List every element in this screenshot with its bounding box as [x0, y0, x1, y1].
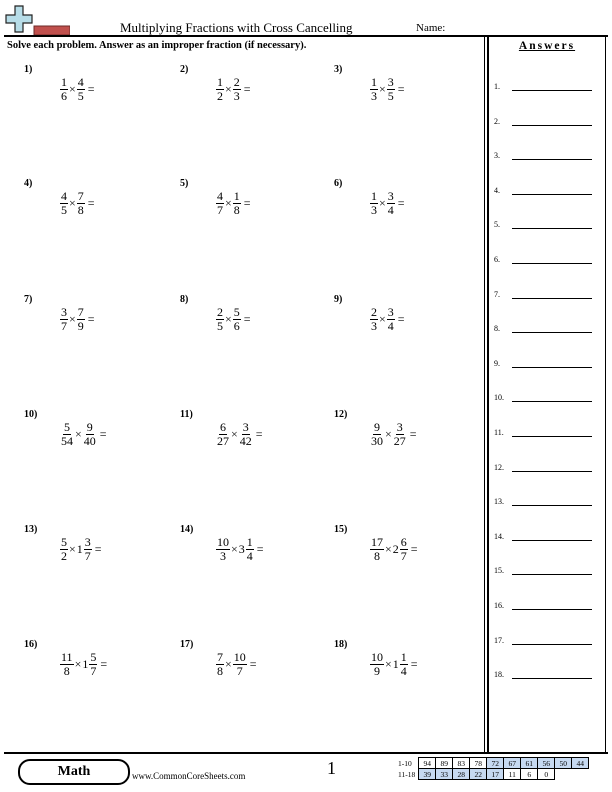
score-cell: 89 [436, 758, 453, 769]
answer-number: 7. [494, 289, 500, 299]
score-cell: 22 [470, 769, 487, 780]
score-table [396, 757, 589, 780]
denominator: 9 [374, 664, 380, 678]
answer-number: 13. [494, 497, 504, 507]
problem-number: 11) [180, 409, 193, 420]
answer-divider [484, 37, 485, 752]
equals-sign: = [255, 427, 263, 441]
whole-number: 1 [82, 657, 89, 671]
numerator: 2 [217, 305, 223, 319]
fraction [216, 421, 230, 448]
equals-sign: = [249, 657, 257, 671]
equals-sign: = [100, 657, 108, 671]
fraction [60, 651, 74, 678]
denominator: 4 [246, 549, 253, 563]
equals-sign: = [256, 542, 264, 556]
equals-sign: = [94, 542, 102, 556]
numerator: 10 [371, 650, 383, 664]
numerator: 3 [242, 420, 249, 434]
fraction [216, 190, 224, 217]
problem-number: 1) [24, 64, 33, 75]
answer-row-13 [494, 495, 592, 506]
fraction [400, 536, 408, 563]
problem-expression [60, 536, 102, 563]
fraction [216, 306, 224, 333]
denominator: 40 [83, 434, 96, 448]
equals-sign: = [99, 427, 107, 441]
problem-number: 2) [180, 64, 189, 75]
fraction [216, 651, 224, 678]
denominator: 7 [236, 664, 243, 678]
answer-row-18 [494, 668, 592, 679]
problem-number: 10) [24, 409, 38, 420]
worksheet-logo [4, 4, 70, 36]
fraction [233, 651, 247, 678]
equals-sign: = [397, 196, 405, 210]
problem-number: 6) [334, 178, 343, 189]
times-sign: × [385, 542, 392, 556]
numerator: 4 [61, 189, 67, 203]
denominator: 3 [371, 319, 377, 333]
denominator: 8 [77, 203, 84, 217]
numerator: 17 [371, 535, 383, 549]
numerator: 5 [64, 420, 70, 434]
score-cell: 61 [521, 758, 538, 769]
problem-number: 7) [24, 294, 33, 305]
problem-expression [60, 306, 95, 333]
fraction [77, 190, 85, 217]
answer-number: 1. [494, 82, 500, 91]
denominator: 4 [400, 664, 407, 678]
times-sign: × [69, 196, 76, 210]
answer-number: 2. [494, 116, 500, 126]
equals-sign: = [243, 196, 251, 210]
header-rule [4, 35, 608, 37]
numerator: 3 [387, 305, 394, 319]
numerator: 10 [217, 535, 229, 549]
numerator: 1 [371, 75, 377, 89]
answer-blank[interactable] [512, 80, 592, 91]
problem-number: 9) [334, 294, 343, 305]
fraction [60, 306, 68, 333]
fraction [233, 76, 241, 103]
answers-heading: Answers [518, 40, 576, 52]
times-sign: × [231, 542, 238, 556]
problem-expression [370, 306, 405, 333]
fraction [216, 76, 224, 103]
denominator: 27 [217, 434, 229, 448]
answer-number: 4. [494, 185, 500, 195]
answer-row-8 [494, 322, 592, 333]
equals-sign: = [397, 312, 405, 326]
fraction [239, 421, 253, 448]
answer-row-9 [494, 357, 592, 368]
fraction [246, 536, 254, 563]
problem-expression [216, 190, 251, 217]
answer-number: 6. [494, 255, 500, 264]
problem-expression [370, 421, 417, 448]
denominator: 7 [400, 549, 407, 563]
times-sign: × [385, 657, 392, 671]
fraction [216, 536, 230, 563]
fraction [400, 651, 408, 678]
problem-expression [216, 306, 251, 333]
right-border [605, 37, 606, 752]
fraction [370, 651, 384, 678]
problem-expression [370, 190, 405, 217]
numerator: 11 [61, 650, 73, 664]
problem-number: 5) [180, 178, 189, 189]
score-cell: 78 [470, 758, 487, 769]
numerator: 5 [233, 305, 240, 319]
numerator: 5 [90, 650, 97, 664]
score-cell: 33 [436, 769, 453, 780]
times-sign: × [74, 657, 82, 671]
score-row-label: 11-18 [398, 769, 416, 779]
denominator: 3 [220, 549, 226, 563]
numerator: 1 [371, 189, 377, 203]
denominator: 9 [77, 319, 84, 333]
answer-number: 15. [494, 566, 504, 576]
answer-row-12 [494, 461, 592, 472]
numerator: 1 [233, 189, 240, 203]
score-cell: 72 [487, 758, 504, 769]
times-sign: × [225, 657, 232, 671]
fraction [370, 536, 384, 563]
fraction [60, 536, 68, 563]
answer-row-5 [494, 218, 592, 229]
whole-number: 1 [76, 542, 83, 556]
problem-number: 4) [24, 178, 33, 189]
answer-blank[interactable] [512, 322, 592, 333]
answer-divider-thick [487, 37, 489, 752]
numerator: 1 [217, 75, 223, 89]
numerator: 3 [84, 535, 91, 549]
problem-expression [60, 76, 95, 103]
answer-number: 17. [494, 635, 504, 645]
denominator: 3 [371, 203, 377, 217]
numerator: 7 [77, 189, 84, 203]
answer-row-10 [494, 391, 592, 402]
times-sign: × [225, 196, 232, 210]
problem-expression [60, 190, 95, 217]
answer-blank[interactable] [512, 391, 592, 402]
denominator: 7 [84, 549, 91, 563]
denominator: 30 [371, 434, 383, 448]
problem-number: 16) [24, 639, 38, 650]
problem-expression [370, 651, 418, 678]
score-row [396, 758, 589, 769]
score-cell: 39 [419, 769, 436, 780]
answer-row-3 [494, 149, 592, 160]
denominator: 5 [387, 89, 394, 103]
numerator: 4 [217, 189, 223, 203]
answer-row-7 [494, 288, 592, 299]
answer-blank[interactable] [512, 564, 592, 575]
times-sign: × [379, 312, 386, 326]
fraction [393, 421, 407, 448]
numerator: 3 [396, 420, 403, 434]
problem-expression [370, 536, 418, 563]
answer-row-6 [494, 253, 592, 264]
problem-number: 12) [334, 409, 348, 420]
denominator: 4 [387, 203, 394, 217]
answer-row-1 [494, 80, 592, 91]
numerator: 3 [387, 189, 394, 203]
denominator: 8 [217, 664, 223, 678]
answer-blank[interactable] [512, 184, 592, 195]
answer-row-14 [494, 530, 592, 541]
numerator: 2 [233, 75, 240, 89]
fraction [370, 190, 378, 217]
worksheet-title: Multiplying Fractions with Cross Cancelling [120, 20, 353, 35]
answer-row-17 [494, 634, 592, 645]
numerator: 5 [61, 535, 67, 549]
numerator: 6 [400, 535, 407, 549]
score-cell: 17 [487, 769, 504, 780]
denominator: 8 [233, 203, 240, 217]
times-sign: × [231, 427, 238, 441]
times-sign: × [379, 82, 386, 96]
answer-number: 11. [494, 428, 504, 437]
problem-number: 17) [180, 639, 194, 650]
problem-expression [216, 536, 264, 563]
fraction [387, 76, 395, 103]
problem-number: 18) [334, 639, 348, 650]
denominator: 5 [217, 319, 223, 333]
times-sign: × [225, 82, 232, 96]
problem-number: 8) [180, 294, 189, 305]
denominator: 6 [61, 89, 67, 103]
answer-blank[interactable] [512, 668, 592, 679]
name-label: Name: [416, 22, 446, 34]
problem-number: 13) [24, 524, 38, 535]
problem-number: 15) [334, 524, 348, 535]
times-sign: × [69, 312, 76, 326]
answer-number: 9. [494, 358, 500, 368]
numerator: 1 [400, 650, 407, 664]
score-cell: 67 [504, 758, 521, 769]
denominator: 27 [393, 434, 406, 448]
score-row-label: 1-10 [398, 758, 412, 768]
website-link[interactable]: www.CommonCoreSheets.com [132, 771, 246, 781]
fraction [84, 536, 92, 563]
fraction [370, 421, 384, 448]
fraction [233, 190, 241, 217]
score-cell: 0 [538, 769, 555, 780]
footer-rule [4, 752, 608, 754]
fraction [387, 190, 395, 217]
answer-number: 18. [494, 670, 504, 680]
answer-number: 3. [494, 151, 500, 161]
fraction [77, 76, 85, 103]
fraction [233, 306, 241, 333]
answer-row-4 [494, 184, 592, 195]
denominator: 5 [77, 89, 84, 103]
numerator: 7 [77, 305, 84, 319]
answer-blank[interactable] [512, 461, 592, 472]
fraction [60, 76, 68, 103]
answer-blank[interactable] [512, 288, 592, 299]
numerator: 1 [246, 535, 253, 549]
score-cell: 28 [453, 769, 470, 780]
equals-sign: = [397, 82, 405, 96]
denominator: 8 [63, 664, 70, 678]
score-cell: 44 [572, 758, 589, 769]
denominator: 7 [61, 319, 67, 333]
denominator: 2 [61, 549, 67, 563]
score-cell: 94 [419, 758, 436, 769]
numerator: 10 [233, 650, 246, 664]
fraction [370, 306, 378, 333]
answer-number: 14. [494, 531, 504, 541]
denominator: 7 [90, 664, 97, 678]
whole-number: 1 [392, 657, 399, 671]
problem-expression [216, 651, 257, 678]
equals-sign: = [87, 82, 95, 96]
answer-row-11 [494, 426, 592, 437]
problem-expression [216, 421, 263, 448]
fraction [370, 76, 378, 103]
numerator: 1 [61, 75, 67, 89]
denominator: 54 [61, 434, 73, 448]
equals-sign: = [410, 542, 418, 556]
denominator: 8 [374, 549, 380, 563]
numerator: 9 [86, 420, 93, 434]
problem-number: 14) [180, 524, 194, 535]
answer-blank[interactable] [512, 599, 592, 610]
answer-blank[interactable] [512, 253, 592, 264]
numerator: 2 [371, 305, 377, 319]
fraction [60, 190, 68, 217]
score-cell: 11 [504, 769, 521, 780]
answer-number: 12. [494, 462, 504, 472]
denominator: 5 [61, 203, 67, 217]
fraction [89, 651, 97, 678]
answer-blank[interactable] [512, 530, 592, 541]
fraction [77, 306, 85, 333]
problem-expression [60, 651, 107, 678]
problem-number: 3) [334, 64, 343, 75]
fraction [387, 306, 395, 333]
answer-row-16 [494, 599, 592, 610]
whole-number: 3 [238, 542, 245, 556]
problem-expression [370, 76, 405, 103]
fraction [60, 421, 74, 448]
times-sign: × [379, 196, 386, 210]
equals-sign: = [409, 427, 417, 441]
instructions: Solve each problem. Answer as an improper fraction (if necessary). [7, 40, 307, 51]
answer-row-2 [494, 115, 592, 126]
score-cell: 56 [538, 758, 555, 769]
denominator: 4 [387, 319, 394, 333]
denominator: 3 [233, 89, 240, 103]
numerator: 3 [61, 305, 67, 319]
equals-sign: = [87, 312, 95, 326]
denominator: 2 [217, 89, 223, 103]
equals-sign: = [87, 196, 95, 210]
score-cell: 6 [521, 769, 538, 780]
answer-blank[interactable] [512, 495, 592, 506]
answer-blank[interactable] [512, 115, 592, 126]
times-sign: × [385, 427, 392, 441]
answer-number: 16. [494, 601, 504, 610]
numerator: 6 [220, 420, 226, 434]
times-sign: × [75, 427, 82, 441]
denominator: 7 [217, 203, 223, 217]
answer-blank[interactable] [512, 426, 592, 437]
answer-number: 5. [494, 220, 500, 230]
numerator: 4 [77, 75, 84, 89]
answer-number: 10. [494, 393, 504, 403]
denominator: 6 [233, 319, 240, 333]
denominator: 42 [239, 434, 252, 448]
equals-sign: = [243, 82, 251, 96]
answer-blank[interactable] [512, 357, 592, 368]
answer-blank[interactable] [512, 218, 592, 229]
score-row [396, 769, 589, 780]
score-cell: 50 [555, 758, 572, 769]
equals-sign: = [410, 657, 418, 671]
fraction [83, 421, 97, 448]
answer-blank[interactable] [512, 149, 592, 160]
equals-sign: = [243, 312, 251, 326]
whole-number: 2 [392, 542, 399, 556]
numerator: 9 [374, 420, 380, 434]
times-sign: × [225, 312, 232, 326]
problem-expression [60, 421, 107, 448]
answer-row-15 [494, 564, 592, 575]
page-number: 1 [327, 758, 336, 778]
problem-expression [216, 76, 251, 103]
denominator: 3 [371, 89, 377, 103]
numerator: 7 [217, 650, 223, 664]
subject-badge: Math [18, 759, 130, 785]
answer-number: 8. [494, 324, 500, 334]
score-cell: 83 [453, 758, 470, 769]
times-sign: × [69, 82, 76, 96]
times-sign: × [69, 542, 76, 556]
numerator: 3 [387, 75, 394, 89]
answer-blank[interactable] [512, 634, 592, 645]
